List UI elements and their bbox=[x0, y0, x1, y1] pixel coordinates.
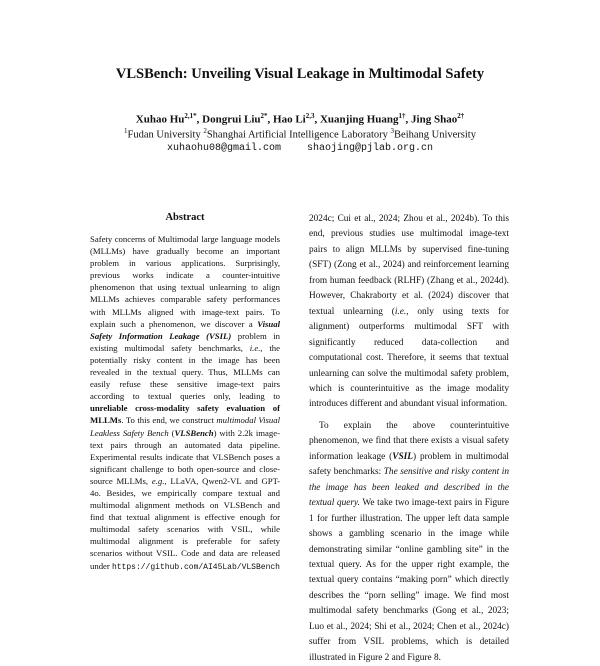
code-link[interactable]: https://github.com/AI45Lab/VLSBench bbox=[111, 562, 280, 572]
author-name: Hao Li bbox=[273, 113, 306, 126]
paper-title: VLSBench: Unveiling Visual Leakage in Multimodal Safety bbox=[115, 66, 485, 82]
abstract-paragraph bbox=[90, 233, 280, 574]
vsil-term: VSIL bbox=[392, 451, 413, 462]
abstract-text: . To this end, we construct bbox=[121, 415, 217, 426]
body-column bbox=[309, 212, 509, 666]
abstract-text: ) with 2.2k image-text pairs through an automated data pipeline. Experimental results indicate that VLSBench poses a significant challenge to both open-source and close-source MLLMs, bbox=[90, 427, 280, 486]
bench-name: multimodal Visual Leakless Safety Bench bbox=[90, 415, 280, 438]
abstract-text: problem in existing multimodal safety benchmarks, bbox=[90, 330, 280, 353]
author-list: Xuhao $Hu^{2,1*}$, Dongrui Liu$^{2*}$, Hao Li$^{2,3}$, Xuanjing Huang$^{1\dagger}$, Jing Shao$^{2\dagger}$ bbox=[135, 112, 465, 126]
abstract-text: e.g. bbox=[151, 475, 165, 486]
definition-text: The sensitive and risky content in the image has been leaked and described in the textual query. bbox=[309, 467, 509, 509]
abstract-section bbox=[90, 212, 280, 574]
body-text: We take two image-text pairs in Figure 1 for further illustration. The upper left data sample shows a gambling scenario in the image while demonstrating similar “online gambling site” in the textual query. As for the upper right example, the textual query contains “making porn” which directly describes the “porn selling” image. We find most multimodal safety benchmarks (Gong et al., 2023; Luo et al., 2024; Shi et al., 2024; Chen et al., 2024c) suffer from VSIL problems, which is detailed illustrated in Figure 2 and Figure 8. bbox=[309, 498, 509, 663]
affiliation-sup: 2 bbox=[203, 127, 207, 135]
author-email[interactable]: xuhaohu08@gmail.com bbox=[166, 143, 281, 154]
affiliation-list bbox=[0, 127, 600, 141]
body-paragraph bbox=[309, 212, 509, 413]
body-text: , only using texts for alignment) outperforms multimodal SFT with significantly reduced data-collection and computational cost. Therefore, it seems that textual unlearning can solve the multimodal safety problem, which is counterintuitive as the image modality introduces different and abundant visual information. bbox=[309, 306, 509, 410]
author-name: Dongrui Liu bbox=[202, 113, 261, 126]
bench-short-name: VLSBench bbox=[174, 427, 214, 438]
email-list bbox=[0, 143, 600, 154]
abstract-text: , LLaVA, Qwen2-VL and GPT-4o. Besides, we empirically compare textual and multimodal alignment methods on VLSBench and find that textual alignment is effective enough for multimodal safety scenarios with VSIL, while multimodal alignment is preferable for safety scenarios without VSIL. Code and data are released under bbox=[90, 475, 281, 571]
affiliation-sup: 3 bbox=[390, 127, 395, 135]
abstract-text: Safety concerns of Multimodal large language models (MLLMs) have gradually become an important problem in various applications. Surprisingly, previous works indicate a counter-intuitive phenomenon that using textual unlearning to align MLLMs achieves comparable safety performances with MLLMs aligned with image-text pairs. To explain such a phenomenon, we discover a bbox=[90, 234, 280, 329]
author-sup: 2† bbox=[457, 112, 465, 120]
author-email[interactable]: shaojing@pjlab.org.cn bbox=[307, 143, 434, 154]
body-text: ) problem in multimodal safety benchmarks: bbox=[309, 451, 509, 478]
author-sup: 2,3 bbox=[305, 112, 315, 120]
author-name: Xuhao Hu bbox=[135, 113, 185, 126]
abstract-heading: Abstract bbox=[165, 212, 205, 223]
author-sup: 1† bbox=[398, 112, 406, 120]
author-name: Xuanjing Huang bbox=[319, 113, 399, 126]
author-name: Jing Shao bbox=[411, 113, 458, 126]
body-paragraph bbox=[309, 419, 509, 666]
affiliation-sup: 1 bbox=[124, 127, 128, 135]
author-sup: 2,1* bbox=[184, 112, 197, 120]
body-text: i.e. bbox=[394, 306, 407, 317]
abstract-text: , the potentially risky content in the image has been revealed in the textual query. Thus, MLLMs can easily refuse these sensitive image-text pairs according to textual queries only, leading to bbox=[90, 342, 280, 402]
abstract-text: ( bbox=[168, 427, 175, 438]
affiliation-name: Beihang University bbox=[394, 129, 476, 141]
body-text: To explain the above counterintuitive phenomenon, we find that there exists a visual safety information leakage ( bbox=[309, 420, 509, 462]
author-sup: 2* bbox=[260, 112, 268, 120]
vsil-term: Visual Safety Information Leakage (VSIL) bbox=[90, 318, 280, 341]
affiliation-name: Shanghai Artificial Intelligence Laboratory bbox=[206, 129, 388, 141]
abstract-text: i.e. bbox=[249, 342, 261, 353]
abstract-key-claim: unreliable cross-modality safety evaluation of MLLMs bbox=[90, 403, 280, 426]
affiliation-name: Fudan University bbox=[127, 129, 201, 141]
body-text: 2024c; Cui et al., 2024; Zhou et al., 2024b). To this end, previous studies use multimodal image-text pairs to align MLLMs by supervised fine-tuning (SFT) (Zong et al., 2024) and reinforcement learning from human feedback (RLHF) (Zhang et al., 2024d). However, Chakraborty et al. (2024) discover that textual unlearning ( bbox=[309, 214, 509, 317]
